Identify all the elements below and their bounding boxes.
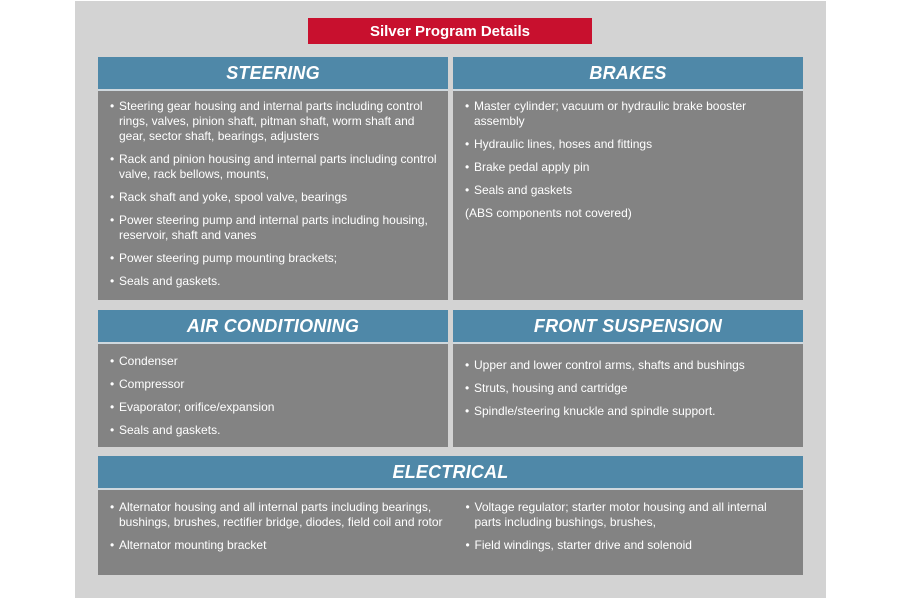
electrical-heading: ELECTRICAL bbox=[98, 456, 803, 490]
electrical-section bbox=[98, 456, 803, 575]
list-item: • Voltage regulator; starter motor housing and all internal parts including bushings, brushes, bbox=[466, 500, 794, 530]
electrical-right-list bbox=[466, 500, 794, 553]
list-item: • Condenser bbox=[110, 354, 438, 369]
page-title: Silver Program Details bbox=[308, 18, 592, 44]
list-item: • Upper and lower control arms, shafts and bushings bbox=[465, 358, 793, 373]
front-suspension-section bbox=[453, 310, 803, 447]
steering-body bbox=[98, 91, 448, 300]
list-item: • Rack and pinion housing and internal parts including control valve, rack bellows, mounts, bbox=[110, 152, 438, 182]
brakes-list bbox=[465, 99, 793, 198]
list-item: • Hydraulic lines, hoses and fittings bbox=[465, 137, 793, 152]
list-item: • Alternator housing and all internal parts including bearings, bushings, brushes, rectifier bridge, diodes, field coil and rotor bbox=[110, 500, 452, 530]
air-conditioning-heading: AIR CONDITIONING bbox=[98, 310, 448, 344]
list-item: • Alternator mounting bracket bbox=[110, 538, 452, 553]
list-item: • Seals and gaskets. bbox=[110, 274, 438, 289]
list-item: • Compressor bbox=[110, 377, 438, 392]
list-item: • Rack shaft and yoke, spool valve, bearings bbox=[110, 190, 438, 205]
list-item: • Spindle/steering knuckle and spindle support. bbox=[465, 404, 793, 419]
brakes-section bbox=[453, 57, 803, 300]
list-item: • Brake pedal apply pin bbox=[465, 160, 793, 175]
electrical-right-column bbox=[452, 500, 794, 575]
list-item: • Seals and gaskets. bbox=[110, 423, 438, 438]
front-suspension-heading: FRONT SUSPENSION bbox=[453, 310, 803, 344]
list-item: • Evaporator; orifice/expansion bbox=[110, 400, 438, 415]
steering-heading: STEERING bbox=[98, 57, 448, 91]
brakes-body bbox=[453, 91, 803, 300]
electrical-left-column bbox=[110, 500, 452, 575]
list-item: • Field windings, starter drive and solenoid bbox=[466, 538, 794, 553]
front-suspension-list bbox=[465, 358, 793, 419]
list-item: • Steering gear housing and internal parts including control rings, valves, pinion shaft, pitman shaft, worm shaft and gear, sector shaft, bearings, adjusters bbox=[110, 99, 438, 144]
steering-list bbox=[110, 99, 438, 289]
list-item: • Struts, housing and cartridge bbox=[465, 381, 793, 396]
list-item: • Seals and gaskets bbox=[465, 183, 793, 198]
brakes-heading: BRAKES bbox=[453, 57, 803, 91]
steering-section bbox=[98, 57, 448, 300]
electrical-body bbox=[98, 490, 803, 575]
list-item: • Power steering pump mounting brackets; bbox=[110, 251, 438, 266]
list-item: • Power steering pump and internal parts including housing, reservoir, shaft and vanes bbox=[110, 213, 438, 243]
front-suspension-body bbox=[453, 344, 803, 447]
air-conditioning-body bbox=[98, 344, 448, 447]
air-conditioning-list bbox=[110, 354, 438, 438]
list-item: • Master cylinder; vacuum or hydraulic brake booster assembly bbox=[465, 99, 793, 129]
electrical-left-list bbox=[110, 500, 452, 553]
abs-note: (ABS components not covered) bbox=[465, 206, 632, 220]
air-conditioning-section bbox=[98, 310, 448, 447]
